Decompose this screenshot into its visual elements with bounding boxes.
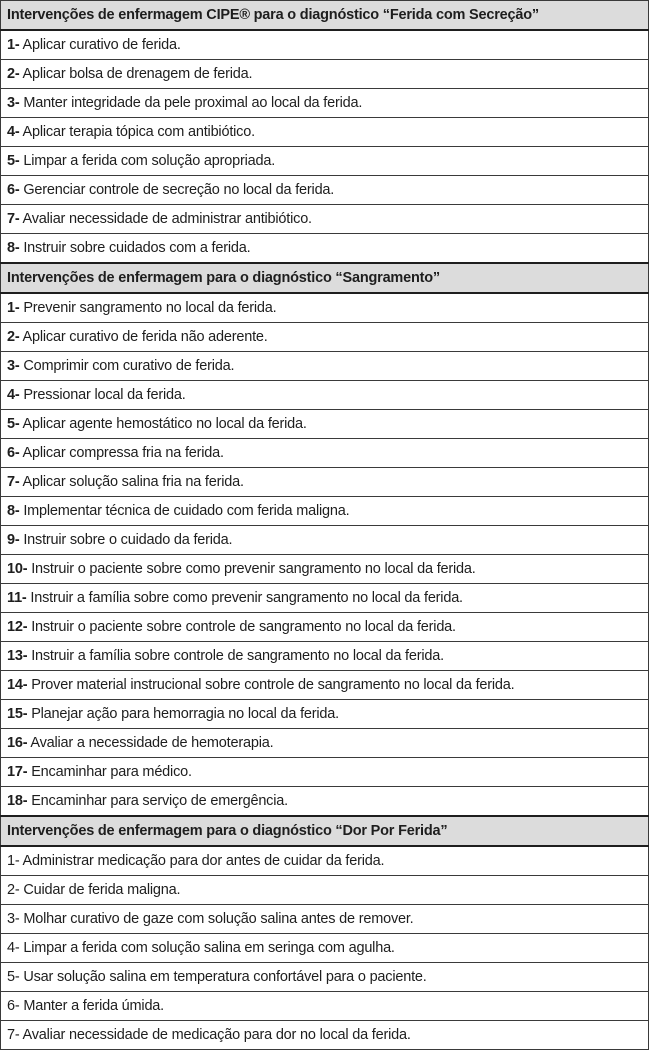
- intervention-cell: [1, 584, 649, 613]
- intervention-row: [1, 613, 649, 642]
- intervention-number: 5-: [7, 969, 20, 985]
- intervention-cell: [1, 613, 649, 642]
- intervention-number: 7-: [7, 211, 20, 227]
- intervention-number: 7-: [7, 474, 20, 490]
- intervention-text: Cuidar de ferida maligna.: [19, 882, 181, 898]
- intervention-row: [1, 992, 649, 1021]
- intervention-cell: [1, 118, 649, 147]
- intervention-text: Aplicar bolsa de drenagem de ferida.: [19, 66, 253, 82]
- intervention-number: 6-: [7, 998, 20, 1014]
- intervention-text: Avaliar a necessidade de hemoterapia.: [27, 735, 274, 751]
- intervention-cell: [1, 876, 649, 905]
- intervention-row: [1, 234, 649, 264]
- intervention-cell: [1, 205, 649, 234]
- intervention-row: [1, 787, 649, 817]
- intervention-row: [1, 905, 649, 934]
- intervention-number: 2-: [7, 882, 20, 898]
- intervention-cell: [1, 846, 649, 876]
- intervention-text: Avaliar necessidade de administrar antibiótico.: [19, 211, 312, 227]
- intervention-row: [1, 1021, 649, 1050]
- intervention-text: Aplicar terapia tópica com antibiótico.: [19, 124, 255, 140]
- intervention-text: Aplicar solução salina fria na ferida.: [19, 474, 244, 490]
- intervention-cell: [1, 934, 649, 963]
- intervention-number: 5-: [7, 416, 20, 432]
- section-header: Intervenções de enfermagem CIPE® para o diagnóstico “Ferida com Secreção”: [1, 1, 649, 31]
- intervention-number: 7-: [7, 1027, 20, 1043]
- intervention-text: Manter integridade da pele proximal ao local da ferida.: [19, 95, 363, 111]
- intervention-cell: [1, 905, 649, 934]
- intervention-number: 2-: [7, 329, 20, 345]
- intervention-number: 1-: [7, 300, 20, 316]
- intervention-cell: [1, 89, 649, 118]
- intervention-cell: [1, 497, 649, 526]
- intervention-cell: [1, 30, 649, 60]
- intervention-number: 8-: [7, 240, 20, 256]
- intervention-text: Manter a ferida úmida.: [19, 998, 164, 1014]
- intervention-number: 6-: [7, 445, 20, 461]
- intervention-text: Administrar medicação para dor antes de cuidar da ferida.: [19, 853, 385, 869]
- intervention-row: [1, 410, 649, 439]
- intervention-number: 12-: [7, 619, 28, 635]
- intervention-text: Encaminhar para serviço de emergência.: [27, 793, 288, 809]
- intervention-text: Avaliar necessidade de medicação para dor no local da ferida.: [19, 1027, 411, 1043]
- intervention-row: [1, 846, 649, 876]
- intervention-text: Usar solução salina em temperatura confortável para o paciente.: [19, 969, 427, 985]
- intervention-number: 13-: [7, 648, 28, 664]
- intervention-text: Instruir o paciente sobre controle de sangramento no local da ferida.: [27, 619, 456, 635]
- intervention-cell: [1, 147, 649, 176]
- intervention-text: Encaminhar para médico.: [27, 764, 192, 780]
- intervention-cell: [1, 729, 649, 758]
- intervention-row: [1, 729, 649, 758]
- intervention-text: Limpar a ferida com solução apropriada.: [19, 153, 276, 169]
- intervention-number: 16-: [7, 735, 28, 751]
- intervention-text: Instruir sobre cuidados com a ferida.: [19, 240, 251, 256]
- intervention-text: Pressionar local da ferida.: [19, 387, 186, 403]
- intervention-number: 10-: [7, 561, 28, 577]
- intervention-text: Instruir o paciente sobre como prevenir sangramento no local da ferida.: [27, 561, 476, 577]
- intervention-cell: [1, 526, 649, 555]
- section-header-row: [1, 263, 649, 293]
- intervention-cell: [1, 992, 649, 1021]
- intervention-cell: [1, 439, 649, 468]
- intervention-row: [1, 293, 649, 323]
- intervention-row: [1, 497, 649, 526]
- intervention-cell: [1, 468, 649, 497]
- intervention-row: [1, 89, 649, 118]
- intervention-cell: [1, 758, 649, 787]
- intervention-row: [1, 700, 649, 729]
- intervention-number: 14-: [7, 677, 28, 693]
- intervention-cell: [1, 176, 649, 205]
- intervention-text: Aplicar curativo de ferida não aderente.: [19, 329, 268, 345]
- intervention-row: [1, 555, 649, 584]
- intervention-row: [1, 176, 649, 205]
- intervention-row: [1, 758, 649, 787]
- intervention-row: [1, 30, 649, 60]
- intervention-row: [1, 352, 649, 381]
- intervention-cell: [1, 60, 649, 89]
- intervention-number: 8-: [7, 503, 20, 519]
- intervention-text: Aplicar agente hemostático no local da ferida.: [19, 416, 307, 432]
- intervention-number: 3-: [7, 358, 20, 374]
- intervention-row: [1, 439, 649, 468]
- intervention-row: [1, 876, 649, 905]
- intervention-cell: [1, 787, 649, 817]
- intervention-cell: [1, 963, 649, 992]
- intervention-number: 4-: [7, 124, 20, 140]
- intervention-number: 3-: [7, 95, 20, 111]
- intervention-number: 5-: [7, 153, 20, 169]
- intervention-text: Instruir sobre o cuidado da ferida.: [19, 532, 233, 548]
- intervention-cell: [1, 671, 649, 700]
- intervention-text: Gerenciar controle de secreção no local da ferida.: [19, 182, 335, 198]
- intervention-cell: [1, 700, 649, 729]
- intervention-row: [1, 205, 649, 234]
- intervention-text: Aplicar compressa fria na ferida.: [19, 445, 224, 461]
- intervention-cell: [1, 410, 649, 439]
- intervention-cell: [1, 642, 649, 671]
- intervention-row: [1, 671, 649, 700]
- intervention-number: 18-: [7, 793, 28, 809]
- intervention-cell: [1, 352, 649, 381]
- intervention-number: 1-: [7, 37, 20, 53]
- intervention-number: 11-: [7, 590, 27, 606]
- intervention-number: 17-: [7, 764, 28, 780]
- intervention-number: 1-: [7, 853, 20, 869]
- intervention-text: Limpar a ferida com solução salina em seringa com agulha.: [19, 940, 395, 956]
- intervention-text: Prover material instrucional sobre controle de sangramento no local da ferida.: [27, 677, 515, 693]
- intervention-row: [1, 60, 649, 89]
- intervention-row: [1, 526, 649, 555]
- intervention-number: 2-: [7, 66, 20, 82]
- intervention-number: 6-: [7, 182, 20, 198]
- intervention-cell: [1, 323, 649, 352]
- intervention-text: Planejar ação para hemorragia no local da ferida.: [27, 706, 339, 722]
- intervention-text: Instruir a família sobre controle de sangramento no local da ferida.: [27, 648, 444, 664]
- section-header-row: [1, 816, 649, 846]
- intervention-row: [1, 963, 649, 992]
- intervention-cell: [1, 381, 649, 410]
- intervention-text: Aplicar curativo de ferida.: [19, 37, 181, 53]
- intervention-text: Molhar curativo de gaze com solução salina antes de remover.: [19, 911, 414, 927]
- intervention-cell: [1, 234, 649, 264]
- intervention-row: [1, 381, 649, 410]
- intervention-row: [1, 934, 649, 963]
- interventions-table-body: [1, 1, 649, 1050]
- intervention-text: Comprimir com curativo de ferida.: [19, 358, 235, 374]
- intervention-row: [1, 468, 649, 497]
- intervention-number: 4-: [7, 387, 20, 403]
- section-header-row: [1, 1, 649, 31]
- intervention-row: [1, 584, 649, 613]
- intervention-row: [1, 147, 649, 176]
- intervention-row: [1, 642, 649, 671]
- section-header: Intervenções de enfermagem para o diagnóstico “Dor Por Ferida”: [1, 816, 649, 846]
- intervention-number: 9-: [7, 532, 20, 548]
- intervention-text: Prevenir sangramento no local da ferida.: [19, 300, 277, 316]
- intervention-row: [1, 323, 649, 352]
- intervention-cell: [1, 293, 649, 323]
- intervention-number: 3-: [7, 911, 20, 927]
- section-header: Intervenções de enfermagem para o diagnóstico “Sangramento”: [1, 263, 649, 293]
- intervention-number: 15-: [7, 706, 28, 722]
- intervention-text: Implementar técnica de cuidado com ferida maligna.: [19, 503, 350, 519]
- intervention-text: Instruir a família sobre como prevenir sangramento no local da ferida.: [26, 590, 463, 606]
- intervention-number: 4-: [7, 940, 20, 956]
- intervention-cell: [1, 555, 649, 584]
- intervention-cell: [1, 1021, 649, 1050]
- intervention-row: [1, 118, 649, 147]
